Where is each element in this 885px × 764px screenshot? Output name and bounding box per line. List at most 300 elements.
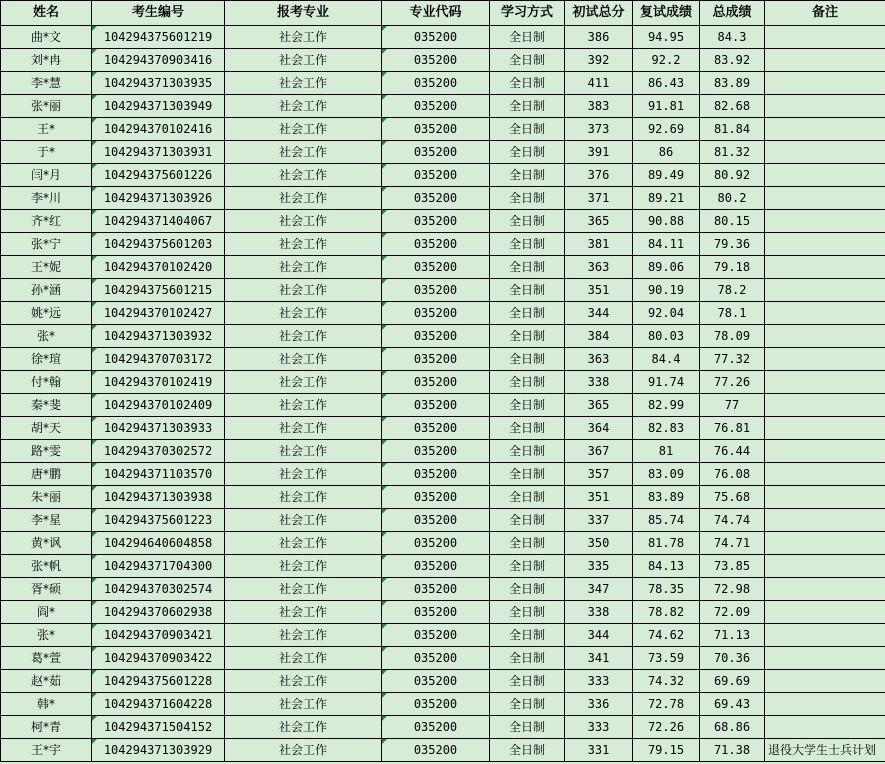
cell-total[interactable]: 81.84 [700, 118, 765, 141]
cell-mode[interactable]: 全日制 [490, 371, 565, 394]
cell-retest[interactable]: 74.32 [633, 670, 700, 693]
cell-id[interactable]: 104294371303929 [92, 739, 225, 762]
cell-mode[interactable]: 全日制 [490, 233, 565, 256]
cell-retest[interactable]: 92.04 [633, 302, 700, 325]
cell-retest[interactable]: 81 [633, 440, 700, 463]
header-prelim[interactable]: 初试总分 [565, 1, 633, 26]
cell-id[interactable]: 104294375601226 [92, 164, 225, 187]
cell-prelim[interactable]: 411 [565, 72, 633, 95]
cell-name[interactable]: 张* [1, 624, 92, 647]
cell-mode[interactable]: 全日制 [490, 256, 565, 279]
cell-prelim[interactable]: 333 [565, 716, 633, 739]
cell-retest[interactable]: 90.88 [633, 210, 700, 233]
cell-total[interactable]: 74.74 [700, 509, 765, 532]
cell-retest[interactable]: 72.78 [633, 693, 700, 716]
cell-code[interactable]: 035200 [382, 49, 490, 72]
cell-note[interactable] [765, 164, 885, 187]
cell-prelim[interactable]: 391 [565, 141, 633, 164]
cell-mode[interactable]: 全日制 [490, 164, 565, 187]
cell-name[interactable]: 韩* [1, 693, 92, 716]
cell-major[interactable]: 社会工作 [225, 532, 382, 555]
cell-total[interactable]: 71.38 [700, 739, 765, 762]
cell-major[interactable]: 社会工作 [225, 486, 382, 509]
cell-note[interactable] [765, 49, 885, 72]
cell-prelim[interactable]: 338 [565, 601, 633, 624]
cell-id[interactable]: 104294371404067 [92, 210, 225, 233]
cell-id[interactable]: 104294371303938 [92, 486, 225, 509]
cell-retest[interactable]: 91.74 [633, 371, 700, 394]
cell-mode[interactable]: 全日制 [490, 555, 565, 578]
cell-note[interactable] [765, 716, 885, 739]
header-id[interactable]: 考生编号 [92, 1, 225, 26]
cell-prelim[interactable]: 363 [565, 256, 633, 279]
cell-note[interactable] [765, 394, 885, 417]
cell-note[interactable] [765, 647, 885, 670]
cell-total[interactable]: 84.3 [700, 26, 765, 49]
cell-total[interactable]: 70.36 [700, 647, 765, 670]
cell-major[interactable]: 社会工作 [225, 371, 382, 394]
cell-note[interactable] [765, 555, 885, 578]
cell-mode[interactable]: 全日制 [490, 532, 565, 555]
cell-code[interactable]: 035200 [382, 647, 490, 670]
cell-total[interactable]: 81.32 [700, 141, 765, 164]
cell-name[interactable]: 于* [1, 141, 92, 164]
cell-mode[interactable]: 全日制 [490, 417, 565, 440]
cell-name[interactable]: 闫*月 [1, 164, 92, 187]
cell-retest[interactable]: 85.74 [633, 509, 700, 532]
cell-name[interactable]: 李*慧 [1, 72, 92, 95]
cell-total[interactable]: 76.08 [700, 463, 765, 486]
cell-retest[interactable]: 78.35 [633, 578, 700, 601]
cell-major[interactable]: 社会工作 [225, 647, 382, 670]
cell-retest[interactable]: 84.11 [633, 233, 700, 256]
cell-code[interactable]: 035200 [382, 739, 490, 762]
cell-prelim[interactable]: 351 [565, 486, 633, 509]
cell-mode[interactable]: 全日制 [490, 187, 565, 210]
cell-total[interactable]: 72.98 [700, 578, 765, 601]
cell-prelim[interactable]: 350 [565, 532, 633, 555]
cell-name[interactable]: 王*宇 [1, 739, 92, 762]
cell-major[interactable]: 社会工作 [225, 440, 382, 463]
cell-prelim[interactable]: 392 [565, 49, 633, 72]
cell-major[interactable]: 社会工作 [225, 49, 382, 72]
cell-prelim[interactable]: 336 [565, 693, 633, 716]
cell-mode[interactable]: 全日制 [490, 26, 565, 49]
cell-name[interactable]: 路*雯 [1, 440, 92, 463]
cell-id[interactable]: 104294371604228 [92, 693, 225, 716]
cell-name[interactable]: 阎* [1, 601, 92, 624]
cell-id[interactable]: 104294371303931 [92, 141, 225, 164]
cell-total[interactable]: 77.26 [700, 371, 765, 394]
cell-note[interactable] [765, 509, 885, 532]
cell-note[interactable] [765, 256, 885, 279]
cell-name[interactable]: 张*帆 [1, 555, 92, 578]
cell-major[interactable]: 社会工作 [225, 509, 382, 532]
cell-note[interactable] [765, 210, 885, 233]
cell-mode[interactable]: 全日制 [490, 601, 565, 624]
cell-retest[interactable]: 94.95 [633, 26, 700, 49]
cell-note[interactable] [765, 233, 885, 256]
cell-total[interactable]: 83.89 [700, 72, 765, 95]
cell-note[interactable] [765, 118, 885, 141]
cell-major[interactable]: 社会工作 [225, 716, 382, 739]
cell-retest[interactable]: 81.78 [633, 532, 700, 555]
cell-prelim[interactable]: 386 [565, 26, 633, 49]
cell-code[interactable]: 035200 [382, 578, 490, 601]
cell-total[interactable]: 82.68 [700, 95, 765, 118]
cell-prelim[interactable]: 365 [565, 394, 633, 417]
cell-mode[interactable]: 全日制 [490, 624, 565, 647]
cell-prelim[interactable]: 364 [565, 417, 633, 440]
cell-prelim[interactable]: 338 [565, 371, 633, 394]
cell-id[interactable]: 104294370703172 [92, 348, 225, 371]
cell-note[interactable] [765, 463, 885, 486]
cell-name[interactable]: 徐*瑄 [1, 348, 92, 371]
cell-name[interactable]: 付*翰 [1, 371, 92, 394]
table-row [1, 670, 885, 693]
cell-name[interactable]: 李*川 [1, 187, 92, 210]
header-note[interactable]: 备注 [765, 1, 885, 26]
cell-code[interactable]: 035200 [382, 26, 490, 49]
cell-total[interactable]: 80.2 [700, 187, 765, 210]
cell-note[interactable] [765, 486, 885, 509]
cell-id[interactable]: 104294371704300 [92, 555, 225, 578]
cell-id[interactable]: 104294371303949 [92, 95, 225, 118]
cell-id[interactable]: 104294375601228 [92, 670, 225, 693]
cell-prelim[interactable]: 351 [565, 279, 633, 302]
cell-id[interactable]: 104294640604858 [92, 532, 225, 555]
cell-name[interactable]: 张* [1, 325, 92, 348]
cell-name[interactable]: 姚*远 [1, 302, 92, 325]
cell-code[interactable]: 035200 [382, 325, 490, 348]
table-row [1, 463, 885, 486]
cell-note[interactable] [765, 95, 885, 118]
cell-code[interactable]: 035200 [382, 693, 490, 716]
cell-id[interactable]: 104294370302572 [92, 440, 225, 463]
cell-total[interactable]: 71.13 [700, 624, 765, 647]
cell-note[interactable] [765, 348, 885, 371]
cell-major[interactable]: 社会工作 [225, 279, 382, 302]
cell-mode[interactable]: 全日制 [490, 463, 565, 486]
cell-code[interactable]: 035200 [382, 210, 490, 233]
cell-total[interactable]: 78.1 [700, 302, 765, 325]
cell-retest[interactable]: 89.06 [633, 256, 700, 279]
cell-note[interactable] [765, 325, 885, 348]
cell-major[interactable]: 社会工作 [225, 72, 382, 95]
cell-major[interactable]: 社会工作 [225, 555, 382, 578]
cell-major[interactable]: 社会工作 [225, 670, 382, 693]
cell-name[interactable]: 葛*萱 [1, 647, 92, 670]
cell-mode[interactable]: 全日制 [490, 716, 565, 739]
cell-note[interactable] [765, 279, 885, 302]
cell-total[interactable]: 77 [700, 394, 765, 417]
cell-major[interactable]: 社会工作 [225, 164, 382, 187]
cell-major[interactable]: 社会工作 [225, 601, 382, 624]
cell-note[interactable] [765, 141, 885, 164]
cell-name[interactable]: 王*妮 [1, 256, 92, 279]
cell-name[interactable]: 张*宁 [1, 233, 92, 256]
cell-retest[interactable]: 92.2 [633, 49, 700, 72]
cell-prelim[interactable]: 367 [565, 440, 633, 463]
cell-retest[interactable]: 79.15 [633, 739, 700, 762]
cell-code[interactable]: 035200 [382, 509, 490, 532]
cell-mode[interactable]: 全日制 [490, 279, 565, 302]
cell-total[interactable]: 83.92 [700, 49, 765, 72]
cell-prelim[interactable]: 347 [565, 578, 633, 601]
cell-total[interactable]: 78.09 [700, 325, 765, 348]
cell-mode[interactable]: 全日制 [490, 670, 565, 693]
cell-code[interactable]: 035200 [382, 601, 490, 624]
cell-id[interactable]: 104294371504152 [92, 716, 225, 739]
cell-note[interactable] [765, 417, 885, 440]
cell-id[interactable]: 104294370602938 [92, 601, 225, 624]
cell-retest[interactable]: 92.69 [633, 118, 700, 141]
cell-retest[interactable]: 74.62 [633, 624, 700, 647]
cell-total[interactable]: 77.32 [700, 348, 765, 371]
cell-total[interactable]: 72.09 [700, 601, 765, 624]
cell-major[interactable]: 社会工作 [225, 95, 382, 118]
cell-id[interactable]: 104294375601223 [92, 509, 225, 532]
cell-total[interactable]: 80.92 [700, 164, 765, 187]
cell-major[interactable]: 社会工作 [225, 256, 382, 279]
cell-note[interactable] [765, 371, 885, 394]
cell-mode[interactable]: 全日制 [490, 348, 565, 371]
cell-id[interactable]: 104294371303933 [92, 417, 225, 440]
cell-note[interactable]: 退役大学生士兵计划 [765, 739, 885, 762]
cell-mode[interactable]: 全日制 [490, 394, 565, 417]
cell-name[interactable]: 朱*丽 [1, 486, 92, 509]
cell-mode[interactable]: 全日制 [490, 693, 565, 716]
cell-retest[interactable]: 72.26 [633, 716, 700, 739]
cell-major[interactable]: 社会工作 [225, 624, 382, 647]
cell-id[interactable]: 104294371103570 [92, 463, 225, 486]
cell-code[interactable]: 035200 [382, 256, 490, 279]
cell-code[interactable]: 035200 [382, 670, 490, 693]
header-total[interactable]: 总成绩 [700, 1, 765, 26]
cell-note[interactable] [765, 26, 885, 49]
cell-note[interactable] [765, 187, 885, 210]
cell-code[interactable]: 035200 [382, 118, 490, 141]
cell-code[interactable]: 035200 [382, 555, 490, 578]
cell-major[interactable]: 社会工作 [225, 26, 382, 49]
cell-mode[interactable]: 全日制 [490, 95, 565, 118]
cell-code[interactable]: 035200 [382, 532, 490, 555]
cell-major[interactable]: 社会工作 [225, 693, 382, 716]
header-major[interactable]: 报考专业 [225, 1, 382, 26]
cell-code[interactable]: 035200 [382, 486, 490, 509]
cell-name[interactable]: 唐*鹏 [1, 463, 92, 486]
cell-name[interactable]: 秦*斐 [1, 394, 92, 417]
cell-retest[interactable]: 84.13 [633, 555, 700, 578]
cell-name[interactable]: 胥*硕 [1, 578, 92, 601]
cell-name[interactable]: 胡*天 [1, 417, 92, 440]
cell-prelim[interactable]: 357 [565, 463, 633, 486]
cell-total[interactable]: 78.2 [700, 279, 765, 302]
cell-total[interactable]: 69.69 [700, 670, 765, 693]
cell-prelim[interactable]: 384 [565, 325, 633, 348]
table-row [1, 509, 885, 532]
cell-name[interactable]: 齐*红 [1, 210, 92, 233]
cell-major[interactable]: 社会工作 [225, 210, 382, 233]
cell-total[interactable]: 80.15 [700, 210, 765, 233]
header-name[interactable]: 姓名 [1, 1, 92, 26]
cell-retest[interactable]: 91.81 [633, 95, 700, 118]
cell-mode[interactable]: 全日制 [490, 578, 565, 601]
cell-code[interactable]: 035200 [382, 279, 490, 302]
cell-prelim[interactable]: 335 [565, 555, 633, 578]
cell-retest[interactable]: 89.21 [633, 187, 700, 210]
cell-code[interactable]: 035200 [382, 233, 490, 256]
cell-prelim[interactable]: 363 [565, 348, 633, 371]
header-retest[interactable]: 复试成绩 [633, 1, 700, 26]
cell-total[interactable]: 73.85 [700, 555, 765, 578]
cell-name[interactable]: 刘*冉 [1, 49, 92, 72]
cell-major[interactable]: 社会工作 [225, 325, 382, 348]
cell-id[interactable]: 104294375601219 [92, 26, 225, 49]
cell-mode[interactable]: 全日制 [490, 302, 565, 325]
header-mode[interactable]: 学习方式 [490, 1, 565, 26]
cell-retest[interactable]: 83.09 [633, 463, 700, 486]
cell-mode[interactable]: 全日制 [490, 141, 565, 164]
cell-mode[interactable]: 全日制 [490, 739, 565, 762]
cell-prelim[interactable]: 365 [565, 210, 633, 233]
cell-code[interactable]: 035200 [382, 348, 490, 371]
cell-code[interactable]: 035200 [382, 141, 490, 164]
cell-note[interactable] [765, 72, 885, 95]
cell-mode[interactable]: 全日制 [490, 486, 565, 509]
cell-major[interactable]: 社会工作 [225, 141, 382, 164]
cell-mode[interactable]: 全日制 [490, 509, 565, 532]
cell-code[interactable]: 035200 [382, 187, 490, 210]
cell-prelim[interactable]: 337 [565, 509, 633, 532]
cell-major[interactable]: 社会工作 [225, 348, 382, 371]
cell-note[interactable] [765, 624, 885, 647]
cell-id[interactable]: 104294371303932 [92, 325, 225, 348]
cell-retest[interactable]: 86.43 [633, 72, 700, 95]
cell-prelim[interactable]: 333 [565, 670, 633, 693]
cell-mode[interactable]: 全日制 [490, 49, 565, 72]
cell-mode[interactable]: 全日制 [490, 440, 565, 463]
cell-id[interactable]: 104294370302574 [92, 578, 225, 601]
cell-retest[interactable]: 90.19 [633, 279, 700, 302]
cell-retest[interactable]: 86 [633, 141, 700, 164]
cell-name[interactable]: 李*星 [1, 509, 92, 532]
cell-mode[interactable]: 全日制 [490, 647, 565, 670]
cell-prelim[interactable]: 383 [565, 95, 633, 118]
cell-total[interactable]: 76.81 [700, 417, 765, 440]
cell-code[interactable]: 035200 [382, 394, 490, 417]
cell-retest[interactable]: 89.49 [633, 164, 700, 187]
cell-note[interactable] [765, 440, 885, 463]
cell-prelim[interactable]: 371 [565, 187, 633, 210]
cell-total[interactable]: 76.44 [700, 440, 765, 463]
cell-code[interactable]: 035200 [382, 440, 490, 463]
cell-note[interactable] [765, 693, 885, 716]
cell-note[interactable] [765, 670, 885, 693]
cell-code[interactable]: 035200 [382, 164, 490, 187]
cell-code[interactable]: 035200 [382, 371, 490, 394]
cell-mode[interactable]: 全日制 [490, 72, 565, 95]
cell-code[interactable]: 035200 [382, 624, 490, 647]
cell-id[interactable]: 104294370903416 [92, 49, 225, 72]
cell-major[interactable]: 社会工作 [225, 187, 382, 210]
cell-retest[interactable]: 82.83 [633, 417, 700, 440]
cell-id[interactable]: 104294370102420 [92, 256, 225, 279]
cell-id[interactable]: 104294370102409 [92, 394, 225, 417]
cell-total[interactable]: 79.36 [700, 233, 765, 256]
cell-id[interactable]: 104294370903422 [92, 647, 225, 670]
cell-code[interactable]: 035200 [382, 716, 490, 739]
cell-id[interactable]: 104294370102416 [92, 118, 225, 141]
cell-name[interactable]: 赵*茹 [1, 670, 92, 693]
cell-note[interactable] [765, 302, 885, 325]
cell-id[interactable]: 104294375601203 [92, 233, 225, 256]
cell-name[interactable]: 柯*青 [1, 716, 92, 739]
cell-note[interactable] [765, 578, 885, 601]
cell-major[interactable]: 社会工作 [225, 118, 382, 141]
cell-total[interactable]: 75.68 [700, 486, 765, 509]
cell-id[interactable]: 104294370102419 [92, 371, 225, 394]
cell-prelim[interactable]: 381 [565, 233, 633, 256]
cell-retest[interactable]: 84.4 [633, 348, 700, 371]
cell-name[interactable]: 王* [1, 118, 92, 141]
cell-code[interactable]: 035200 [382, 463, 490, 486]
cell-total[interactable]: 74.71 [700, 532, 765, 555]
cell-id[interactable]: 104294370903421 [92, 624, 225, 647]
cell-name[interactable]: 黄*讽 [1, 532, 92, 555]
cell-retest[interactable]: 80.03 [633, 325, 700, 348]
header-code[interactable]: 专业代码 [382, 1, 490, 26]
cell-id[interactable]: 104294370102427 [92, 302, 225, 325]
cell-retest[interactable]: 83.89 [633, 486, 700, 509]
cell-major[interactable]: 社会工作 [225, 417, 382, 440]
cell-id[interactable]: 104294375601215 [92, 279, 225, 302]
cell-retest[interactable]: 82.99 [633, 394, 700, 417]
cell-major[interactable]: 社会工作 [225, 739, 382, 762]
cell-mode[interactable]: 全日制 [490, 325, 565, 348]
cell-name[interactable]: 孙*涵 [1, 279, 92, 302]
cell-prelim[interactable]: 331 [565, 739, 633, 762]
cell-major[interactable]: 社会工作 [225, 463, 382, 486]
cell-total[interactable]: 79.18 [700, 256, 765, 279]
cell-major[interactable]: 社会工作 [225, 233, 382, 256]
cell-prelim[interactable]: 376 [565, 164, 633, 187]
cell-major[interactable]: 社会工作 [225, 394, 382, 417]
cell-name[interactable]: 曲*文 [1, 26, 92, 49]
cell-note[interactable] [765, 532, 885, 555]
cell-total[interactable]: 69.43 [700, 693, 765, 716]
cell-prelim[interactable]: 373 [565, 118, 633, 141]
cell-major[interactable]: 社会工作 [225, 302, 382, 325]
cell-prelim[interactable]: 344 [565, 624, 633, 647]
cell-name[interactable]: 张*丽 [1, 95, 92, 118]
cell-mode[interactable]: 全日制 [490, 210, 565, 233]
cell-total[interactable]: 68.86 [700, 716, 765, 739]
cell-code[interactable]: 035200 [382, 302, 490, 325]
cell-code[interactable]: 035200 [382, 417, 490, 440]
cell-retest[interactable]: 73.59 [633, 647, 700, 670]
cell-note[interactable] [765, 601, 885, 624]
cell-id[interactable]: 104294371303926 [92, 187, 225, 210]
cell-code[interactable]: 035200 [382, 95, 490, 118]
cell-retest[interactable]: 78.82 [633, 601, 700, 624]
cell-major[interactable]: 社会工作 [225, 578, 382, 601]
cell-mode[interactable]: 全日制 [490, 118, 565, 141]
cell-id[interactable]: 104294371303935 [92, 72, 225, 95]
cell-code[interactable]: 035200 [382, 72, 490, 95]
cell-prelim[interactable]: 344 [565, 302, 633, 325]
cell-prelim[interactable]: 341 [565, 647, 633, 670]
